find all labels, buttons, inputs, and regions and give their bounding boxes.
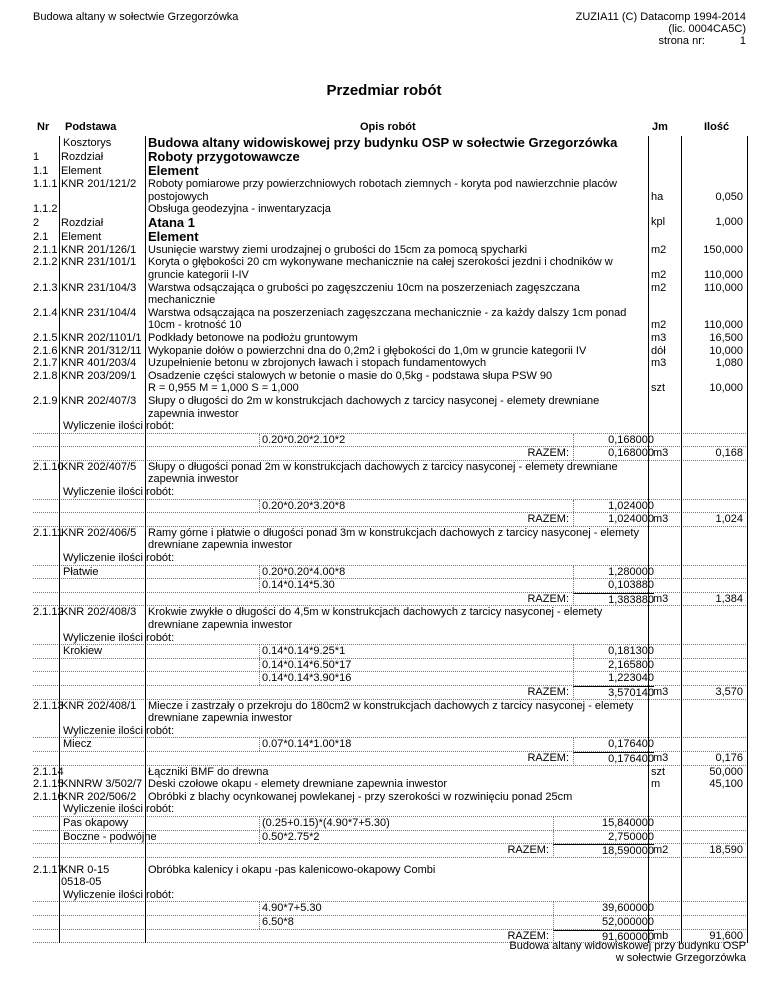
row-unit: m3: [653, 513, 669, 526]
row-code: KNR 231/104/4: [61, 306, 137, 319]
estimate-title: Budowa altany widowiskowej przy budynku OSP w sołectwie Grzegorzówka: [148, 135, 618, 150]
header-right-info: [576, 11, 746, 47]
row-quantity: 110,000: [704, 268, 743, 281]
bill-of-quantities-table: [33, 119, 748, 943]
row-quantity: 45,100: [709, 778, 743, 791]
sum-label: RAZEM:: [507, 929, 549, 942]
row-unit: m3: [653, 447, 669, 460]
table-row: [33, 766, 748, 779]
row-unit: ha: [651, 190, 664, 203]
footer-line: w sołectwie Grzegorzówka: [615, 952, 746, 964]
calc-item-label: Miecz: [63, 738, 92, 751]
sum-label: RAZEM:: [527, 592, 569, 605]
sum-label: RAZEM:: [527, 751, 569, 764]
row-code: KNR 202/407/5: [61, 460, 137, 473]
calc-line: [33, 659, 748, 673]
row-quantity: 150,000: [703, 243, 743, 256]
row-nr: 2.1.5: [33, 331, 58, 344]
sum-value: 0,168000: [573, 447, 654, 460]
calc-line: [33, 645, 748, 659]
row-description: Element: [148, 228, 199, 244]
row-nr: 1.1: [33, 165, 49, 177]
calc-line: [33, 817, 748, 831]
col-nr: Nr: [37, 121, 50, 133]
table-row: [33, 178, 748, 203]
calc-sum: [33, 686, 748, 700]
col-opis: Opis robót: [360, 121, 416, 133]
row-quantity: 1,000: [715, 215, 743, 228]
row-nr: 2.1.16: [33, 790, 64, 803]
row-quantity: 18,590: [709, 844, 743, 857]
sum-label: RAZEM:: [527, 447, 569, 460]
row-quantity: 110,000: [704, 319, 743, 332]
row-nr: 2.1.2: [33, 256, 58, 269]
row-quantity: 50,000: [709, 765, 743, 778]
sum-label: RAZEM:: [507, 844, 549, 857]
row-code: Element: [61, 230, 102, 243]
row-description: Krokwie zwykłe o długości do 4,5m w konstrukcjach dachowych z tarcicy nasyconej - elemety drewniane zapewnia inwestor: [148, 606, 603, 631]
calc-item-label: Pas okapowy: [63, 816, 129, 829]
row-quantity: 0,168: [715, 447, 743, 460]
calc-line: [33, 831, 748, 845]
table-row: [33, 345, 748, 358]
footer: [509, 940, 746, 964]
calc-sum: [33, 844, 748, 858]
sum-value: 18,590000: [553, 844, 654, 858]
row-quantity: 3,570: [715, 685, 743, 698]
row-code: Rozdział: [61, 216, 104, 229]
table-row: [33, 256, 748, 281]
row-description: Roboty przygotowawcze: [148, 149, 300, 164]
col-jm: Jm: [652, 121, 668, 133]
calc-expression: 0.14*0.14*5.30: [259, 579, 335, 592]
calc-label: Wyliczenie ilości robót:: [33, 486, 748, 500]
row-unit: kpl: [651, 215, 666, 228]
row-code: KNR 201/121/2: [61, 178, 137, 190]
row-nr: 2.1.15: [33, 778, 64, 791]
row-unit: mb: [653, 929, 669, 942]
row-unit: m3: [653, 592, 669, 605]
row-description: Słupy o długości do 2m w konstrukcjach dachowych z tarcicy nasyconej - elemety drewniane zapewnia inwestor: [148, 394, 600, 420]
table-row: [33, 230, 748, 244]
row-code: KNR 231/101/1: [61, 256, 137, 269]
calc-expression: 0.14*0.14*6.50*17: [259, 659, 351, 672]
col-ilosc: Ilość: [704, 121, 730, 133]
row-description: Element: [148, 163, 199, 178]
row-code: Rozdział: [61, 151, 104, 163]
calc-sum: [33, 593, 748, 607]
row-nr: 2.1.9: [33, 394, 58, 407]
calc-value: 0,168000: [573, 434, 654, 447]
calc-expression: 0.50*2.75*2: [259, 831, 320, 844]
calc-item-label: Boczne - podwójne: [63, 830, 157, 843]
table-row: [33, 370, 748, 395]
row-description: Łączniki BMF do drewna: [148, 765, 269, 778]
table-row: [33, 606, 748, 631]
row-code: Element: [61, 165, 102, 177]
row-code: KNR 201/126/1: [61, 243, 137, 256]
calc-label: Wyliczenie ilości robót:: [33, 420, 748, 434]
row-unit: m2: [651, 319, 667, 332]
row-code: KNR 202/506/2: [61, 790, 137, 803]
calc-expression: 4.90*7+5.30: [259, 902, 322, 915]
sum-value: 0,176400: [573, 752, 654, 766]
row-nr: 2.1.11: [33, 526, 63, 539]
calc-line: [33, 738, 748, 752]
row-code: KNR 401/203/4: [61, 357, 137, 370]
calc-expression: (0.25+0.15)*(4.90*7+5.30): [259, 817, 390, 830]
row-unit: m3: [653, 685, 669, 698]
calc-value: 0,176400: [573, 738, 654, 751]
row-quantity: 0,050: [715, 190, 743, 203]
sum-value: 91,600000: [553, 930, 654, 944]
row-nr: 2.1.4: [33, 306, 58, 319]
calc-sum: [33, 513, 748, 527]
row-description: Deski czołowe okapu - elemety drewniane zapewnia inwestor: [148, 778, 447, 791]
calc-line: [33, 916, 748, 930]
calc-expression: 0.07*0.14*1.00*18: [259, 738, 351, 751]
row-unit: m2: [651, 268, 667, 281]
sum-label: RAZEM:: [527, 685, 569, 698]
row-quantity: 91,600: [709, 929, 743, 942]
row-description: Podkłady betonowe na podłożu gruntowym: [148, 331, 358, 344]
page-title: Przedmiar robót: [326, 82, 442, 99]
page-indicator: [576, 35, 746, 47]
calc-value: 1,280000: [573, 566, 654, 579]
calc-line: [33, 434, 748, 448]
row-quantity: 1,024: [715, 513, 743, 526]
row-unit: m2: [653, 844, 669, 857]
header-left-title: Budowa altany w sołectwie Grzegorzówka: [33, 11, 239, 23]
row-description: [148, 370, 645, 395]
calc-value: 52,000000: [553, 916, 654, 929]
table-row: [33, 282, 748, 307]
calc-sum: [33, 447, 748, 461]
row-description: Obróbka kalenicy i okapu -pas kalenicowo-okapowy Combi: [148, 863, 436, 876]
row-quantity: 10,000: [709, 344, 743, 357]
table-row: [33, 791, 748, 804]
calc-sum: [33, 752, 748, 766]
row-quantity: 16,500: [709, 331, 743, 344]
row-unit: m3: [651, 357, 667, 370]
row-description: Uzupełnienie betonu w zbrojonych ławach i stopach fundamentowych: [148, 357, 487, 370]
row-nr: 2.1.14: [33, 765, 64, 778]
row-description: Atana 1: [148, 214, 195, 230]
calc-line: [33, 672, 748, 686]
row-quantity: 110,000: [704, 281, 743, 294]
table-row: [33, 395, 748, 420]
row-unit: m: [651, 778, 661, 791]
calc-expression: 0.20*0.20*3.20*8: [259, 500, 345, 513]
row-nr: 1.1.2: [33, 203, 58, 216]
row-description: Warstwa odsączająca na poszerzeniach zagęszczana mechanicznie - za każdy dalszy 1cm ponad 10cm - krotność 10: [148, 306, 627, 332]
row-nr: 2.1.17: [33, 863, 64, 876]
table-body: [33, 136, 748, 943]
table-row: [33, 461, 748, 486]
row-nr: 2.1.7: [33, 357, 58, 370]
table-row: [33, 863, 748, 889]
row-description: Warstwa odsączająca o grubości po zagęszczeniu 10cm na poszerzeniach zagęszczana mechanicznie: [148, 281, 580, 307]
table-row: [33, 150, 748, 164]
table-row: [33, 216, 748, 230]
table-row: [33, 244, 748, 257]
calc-label: Wyliczenie ilości robót:: [33, 889, 748, 903]
row-nr: 2: [33, 216, 40, 229]
row-code: KNR 202/407/3: [61, 394, 137, 407]
table-header: [33, 119, 748, 136]
calc-expression: 6.50*8: [259, 916, 294, 929]
row-code: Kosztorys: [63, 137, 112, 149]
row-unit: szt: [651, 382, 666, 395]
row-nr: 2.1.10: [33, 460, 64, 473]
calc-expression: 0.20*0.20*4.00*8: [259, 566, 345, 579]
row-nr: 2.1.1: [33, 243, 58, 256]
row-unit: dół: [651, 344, 666, 357]
calc-value: 1,223040: [573, 672, 654, 685]
page-label: strona nr:: [658, 35, 705, 47]
calc-expression: 0.20*0.20*2.10*2: [259, 434, 345, 447]
row-nr: 2.1.13: [33, 699, 64, 712]
row-quantity: 0,176: [715, 751, 743, 764]
row-unit: m3: [651, 331, 667, 344]
calc-expression: 0.14*0.14*3.90*16: [259, 672, 351, 685]
col-podstawa: Podstawa: [65, 121, 117, 133]
calc-value: 0,103880: [573, 579, 654, 592]
sum-label: RAZEM:: [527, 513, 569, 526]
row-unit: m3: [653, 751, 669, 764]
row-code: KNR 201/312/11: [61, 344, 142, 357]
row-nr: 2.1.8: [33, 369, 58, 382]
calc-line: [33, 566, 748, 580]
calc-expression: 0.14*0.14*9.25*1: [259, 645, 345, 658]
row-code: KNR 202/408/1: [61, 699, 137, 712]
row-unit: szt: [651, 765, 666, 778]
row-coefficients: R = 0,955 M = 1,000 S = 1,000: [148, 382, 299, 395]
row-description: Ramy górne i płatwie o długości ponad 3m w konstrukcjach dachowych z tarcicy nasyconej - elemety drewniane zapewnia inwestor: [148, 526, 639, 552]
footer-line: Budowa altany widowiskowej przy budynku OSP: [509, 940, 746, 952]
row-quantity: 10,000: [709, 382, 743, 395]
row-nr: 2.1.6: [33, 344, 58, 357]
calc-label: Wyliczenie ilości robót:: [33, 552, 748, 566]
row-code: KNNRW 3/502/7: [61, 778, 143, 791]
row-nr: 2.1.12: [33, 606, 64, 619]
calc-line: [33, 579, 748, 593]
table-row: [33, 136, 748, 150]
table-row: [33, 778, 748, 791]
calc-label: Wyliczenie ilości robót:: [33, 632, 748, 646]
row-nr: 2.1.3: [33, 281, 58, 294]
calc-value: 15,840000: [553, 817, 654, 830]
row-description: Słupy o długości ponad 2m w konstrukcjach dachowych z tarcicy nasyconej - elemety drewniane zapewnia inwestor: [148, 460, 618, 486]
calc-item-label: Płatwie: [63, 565, 99, 578]
row-description: Obsługa geodezyjna - inwentaryzacja: [148, 203, 331, 216]
row-code: KNR 203/209/1: [61, 369, 137, 382]
row-description-line: Osadzenie części stalowych w betonie o masie do 0,5kg - podstawa słupa PSW 90: [148, 369, 553, 382]
sum-value: 3,570140: [573, 686, 654, 700]
page-number: 1: [739, 35, 746, 47]
table-row: [33, 164, 748, 178]
row-nr: 1: [33, 151, 40, 163]
row-code: KNR 202/408/3: [61, 606, 137, 619]
table-row: [33, 307, 748, 332]
row-description: Miecze i zastrzały o przekroju do 180cm2 w konstrukcjach dachowych z tarcicy nasyconej - elemety drewniane zapewnia inwestor: [148, 699, 634, 725]
row-description: Koryta o głębokości 20 cm wykonywane mechanicznie na całej szerokości jezdni i chodników w gruncie kategorii I-IV: [148, 256, 613, 281]
table-row: [33, 527, 748, 552]
calc-line: [33, 500, 748, 514]
row-description: Obróbki z blachy ocynkowanej powlekanej - przy szerokości w rozwinięciu ponad 25cm: [148, 790, 573, 803]
row-description: Wykopanie dołów o powierzchni dna do 0,2m2 i głębokości do 1,0m w gruncie kategorii IV: [148, 344, 587, 357]
row-quantity: 1,384: [715, 592, 743, 605]
sum-value: 1,024000: [573, 513, 654, 526]
calc-item-label: Krokiew: [63, 645, 103, 658]
calc-label: Wyliczenie ilości robót:: [33, 725, 748, 739]
row-description: Usunięcie warstwy ziemi urodzajnej o grubości do 15cm za pomocą spycharki: [148, 243, 528, 256]
row-unit: m2: [651, 243, 667, 256]
calc-value: 2,750000: [553, 831, 654, 844]
calc-value: 1,024000: [573, 500, 654, 513]
sum-value: 1,383880: [573, 593, 654, 607]
calc-value: 39,600000: [553, 902, 654, 915]
row-code: [61, 864, 145, 889]
row-code-line: KNR 0-15: [61, 863, 110, 876]
row-code: KNR 202/1101/1: [61, 331, 142, 344]
table-row: [33, 332, 748, 345]
calc-value: 0,181300: [573, 645, 654, 658]
table-row: [33, 357, 748, 370]
calc-line: [33, 902, 748, 916]
row-nr: 1.1.1: [33, 178, 58, 190]
row-nr: 2.1: [33, 230, 49, 243]
row-unit: m2: [651, 281, 667, 294]
calc-value: 2,165800: [573, 659, 654, 672]
row-description: Roboty pomiarowe przy powierzchniowych robotach ziemnych - koryta pod nawierzchnie placów postojowych: [148, 178, 617, 203]
row-code-line: 0518-05: [61, 876, 102, 889]
calc-label: Wyliczenie ilości robót:: [33, 803, 748, 817]
row-quantity: 1,080: [715, 357, 743, 370]
row-code: KNR 231/104/3: [61, 281, 137, 294]
row-code: KNR 202/406/5: [61, 526, 137, 539]
license-number: (lic. 0004CA5C): [668, 23, 746, 35]
software-name: ZUZIA11 (C) Datacomp 1994-2014: [575, 11, 746, 23]
table-row: [33, 700, 748, 725]
